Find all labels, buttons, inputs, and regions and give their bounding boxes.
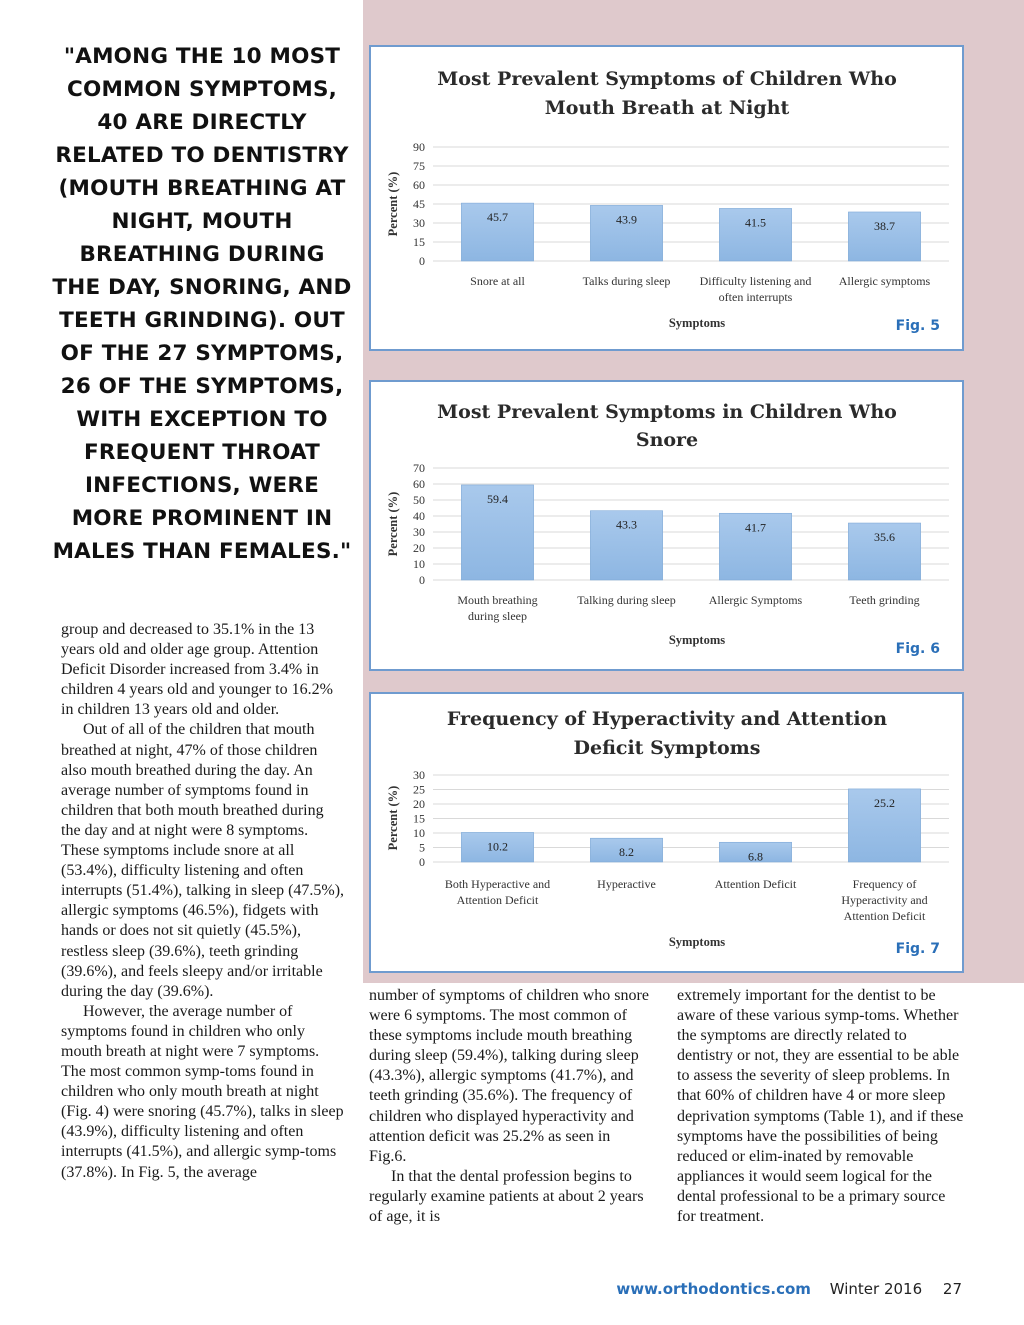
chart-svg [371, 382, 962, 669]
category-label: Talking during sleep [577, 593, 676, 607]
chart-title: Most Prevalent Symptoms of Children Who [437, 68, 897, 90]
paragraph: extremely important for the dentist to be aware of these various symp-toms. Whether the symptoms are directly related to dentistry or not, they are essential to be able to assess the severity of sleep problems. In that 60% of children have 4 or more sleep deprivation symptoms (Table 1), and if these symptoms have the possibilities of being reduced or elim-inated by removable appliances it would seem logical for the dental professional to be a primary source for treatment. [677, 987, 964, 1226]
y-tick-label: 0 [419, 855, 425, 869]
data-label: 38.7 [874, 218, 895, 233]
y-tick-label: 60 [413, 477, 425, 491]
pull-quote: "AMONG THE 10 MOST COMMON SYMPTOMS, 40 ARE DIRECTLY RELATED TO DENTISTRY (MOUTH BREATHING AT NIGHT, MOUTH BREATHING DURING THE DAY, SNORING, AND TEETH GRINDING). OUT OF THE 27 SYMPTOMS, 26 OF THE SYMPTOMS, WITH EXCEPTION TO FREQUENT THROAT INFECTIONS, WERE MORE PROMINENT IN MALES THAN FEMALES." [52, 44, 352, 564]
category-label: during sleep [468, 609, 527, 623]
page-number: 27 [942, 1280, 962, 1298]
text-column-3 [677, 986, 965, 1227]
x-axis-title: Symptoms [668, 316, 726, 330]
paragraph: number of symptoms of children who snore were 6 symptoms. The most common of these symptoms include mouth breathing during sleep (59.4%), talking during sleep (43.3%), allergic symptoms (41.7%), and teeth grinding (35.6%). The frequency of children who displayed hyperactivity and attention deficit was 25.2% as seen in Fig.6. [369, 987, 649, 1165]
category-label: Snore at all [470, 274, 525, 288]
text-column-1 [61, 620, 347, 1183]
y-tick-label: 25 [413, 782, 425, 797]
category-label: Allergic symptoms [838, 274, 931, 288]
y-tick-label: 10 [413, 826, 425, 840]
figure-label: Fig. 6 [895, 641, 940, 657]
y-axis-title: Percent (%) [386, 491, 400, 557]
paragraph: Out of all of the children that mouth breathed at night, 47% of those children also mouth breathed during the day. An average number of symptoms found in children that both mouth breathed during the day and at night were 8 symptoms. These symptoms include snore at all (53.4%), difficulty listening and often interrupts (51.4%), talking in sleep (47.5%), allergic symptoms (46.5%), fidgets with hands or does not sit quietly (45.5%), restless sleep (39.6%), teeth grinding (39.6%), and feels sleepy and/or irritable during the day (39.6%). [61, 721, 345, 1000]
y-tick-label: 90 [413, 140, 425, 154]
category-label: Frequency of [852, 877, 917, 891]
y-tick-label: 70 [413, 461, 425, 475]
chart-title: Snore [635, 429, 699, 451]
category-label: Attention Deficit [456, 893, 539, 907]
y-tick-label: 5 [419, 840, 425, 855]
chart-fig-5 [369, 45, 964, 351]
y-tick-label: 40 [413, 509, 425, 523]
y-tick-label: 30 [413, 768, 425, 782]
data-label: 41.7 [745, 520, 766, 535]
data-label: 43.3 [616, 517, 637, 532]
chart-fig-6 [369, 380, 964, 671]
category-label: Both Hyperactive and [444, 877, 551, 891]
page-footer [616, 1280, 962, 1298]
data-label: 43.9 [616, 212, 637, 227]
figure-label: Fig. 5 [895, 318, 940, 334]
category-label: Teeth grinding [849, 593, 920, 607]
y-tick-label: 30 [413, 525, 425, 539]
category-label: Attention Deficit [843, 909, 926, 923]
chart-title: Deficit Symptoms [573, 737, 761, 759]
paragraph: group and decreased to 35.1% in the 13 years old and older age group. Attention Deficit Disorder increased from 3.4% in children 4 years old and younger to 16.2% in children 13 years old and older. [61, 621, 333, 719]
y-tick-label: 20 [413, 541, 425, 555]
y-axis-title: Percent (%) [386, 171, 400, 237]
category-label: Hyperactive [597, 877, 656, 891]
data-label: 45.7 [487, 210, 508, 225]
category-label: often interrupts [718, 290, 793, 304]
y-tick-label: 10 [413, 557, 425, 571]
data-label: 35.6 [874, 530, 895, 545]
data-label: 41.5 [745, 215, 766, 230]
y-tick-label: 45 [413, 197, 425, 211]
y-tick-label: 50 [413, 493, 425, 507]
issue-date: Winter 2016 [829, 1280, 923, 1298]
y-tick-label: 15 [413, 235, 425, 249]
category-label: Hyperactivity and [841, 893, 928, 907]
chart-fig-7 [369, 692, 964, 973]
category-label: Attention Deficit [714, 877, 797, 891]
data-label: 6.8 [748, 849, 763, 864]
category-label: Difficulty listening and [699, 274, 812, 288]
data-label: 25.2 [874, 795, 895, 810]
chart-title: Mouth Breath at Night [544, 97, 790, 119]
category-label: Talks during sleep [582, 274, 671, 288]
paragraph: In that the dental profession begins to regularly examine patients at about 2 years of age, it is [369, 1167, 644, 1226]
chart-svg [371, 47, 962, 349]
paragraph: However, the average number of symptoms found in children who only mouth breath at night were 7 symptoms. The most common symp-toms found in children who only mouth breath at night (Fig. 4) were snoring (45.7%), talks in sleep (43.9%), difficulty listening and often interrupts (41.5%), and allergic symp-toms (37.8%). In Fig. 5, the average [61, 1002, 344, 1181]
text-column-2 [369, 986, 651, 1227]
y-tick-label: 60 [413, 178, 425, 192]
chart-svg [371, 694, 962, 971]
website-link[interactable]: www.orthodontics.com [616, 1280, 811, 1298]
y-tick-label: 0 [419, 573, 425, 587]
data-label: 10.2 [487, 839, 508, 854]
category-label: Mouth breathing [457, 593, 538, 607]
x-axis-title: Symptoms [668, 633, 726, 647]
figure-label: Fig. 7 [895, 941, 940, 957]
y-tick-label: 15 [413, 811, 425, 826]
data-label: 59.4 [487, 491, 508, 506]
y-axis-title: Percent (%) [386, 785, 400, 851]
data-label: 8.2 [619, 845, 634, 860]
y-tick-label: 0 [419, 254, 425, 268]
chart-title: Frequency of Hyperactivity and Attention [446, 708, 888, 730]
chart-title: Most Prevalent Symptoms in Children Who [437, 401, 897, 423]
y-tick-label: 20 [413, 797, 425, 811]
x-axis-title: Symptoms [668, 935, 726, 949]
y-tick-label: 30 [413, 216, 425, 230]
y-tick-label: 75 [413, 159, 425, 173]
category-label: Allergic Symptoms [708, 593, 803, 607]
